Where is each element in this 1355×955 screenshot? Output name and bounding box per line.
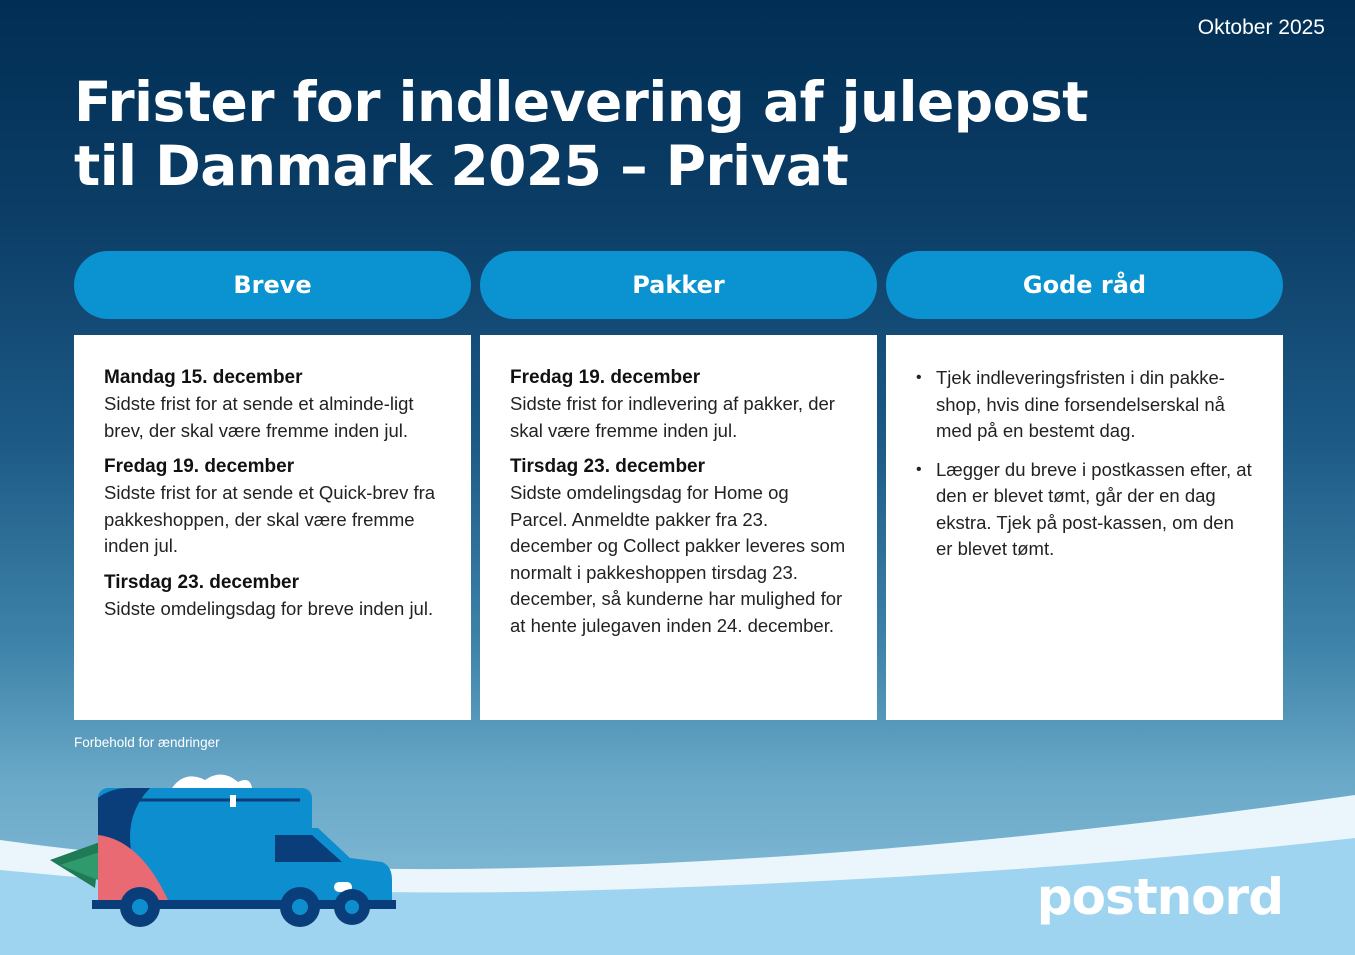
deadline-description: Sidste frist for at sende et Quick-brev fra pakkeshoppen, der skal være fremme inden jul. xyxy=(104,482,436,556)
tip-item: • Tjek indleveringsfristen i din pakke-shop, hvis dine forsendelserskal nå med på en bestemt dag. xyxy=(916,365,1255,445)
deadline-date: Mandag 15. december xyxy=(104,367,303,388)
tip-item: • Lægger du breve i postkassen efter, at den er blevet tømt, går der en dag ekstra. Tjek på post-kassen, om den er blevet tømt. xyxy=(916,457,1255,563)
deadline-date: Tirsdag 23. december xyxy=(104,571,300,593)
column-header-breve xyxy=(74,251,471,319)
column-header-label: Breve xyxy=(233,271,312,299)
date-label: Oktober 2025 xyxy=(1197,16,1325,39)
column-header-label: Pakker xyxy=(632,271,725,299)
page-title xyxy=(74,70,1088,198)
breve-card xyxy=(74,335,471,720)
disclaimer: Forbehold for ændringer xyxy=(74,735,220,750)
deadline-entry xyxy=(510,454,849,639)
title-line-2: til Danmark 2025 – Privat xyxy=(74,134,849,198)
deadline-description: Sidste omdelingsdag for breve inden jul. xyxy=(104,597,434,619)
deadline-description: Sidste frist for at sende et alminde-ligt brev, der skal være fremme inden jul. xyxy=(104,393,414,441)
column-header-pakker xyxy=(480,251,877,319)
gode-raad-card xyxy=(886,335,1283,720)
postnord-logo: postnord xyxy=(1036,868,1283,926)
deadline-date: Fredag 19. december xyxy=(510,367,701,388)
tips-list xyxy=(916,365,1255,563)
deadline-entry xyxy=(104,570,443,623)
column-header-label: Gode råd xyxy=(1022,271,1147,299)
deadline-date: Tirsdag 23. december xyxy=(510,456,706,477)
title-line-1: Frister for indlevering af julepost xyxy=(74,70,1088,134)
deadline-entry xyxy=(510,365,849,444)
deadline-entry xyxy=(104,454,443,560)
deadline-description: Sidste frist for indlevering af pakker, der skal være fremme inden jul. xyxy=(510,393,835,441)
deadline-entry xyxy=(104,365,443,444)
delivery-truck-icon xyxy=(92,774,396,927)
pakker-card xyxy=(480,335,877,720)
deadline-date: Fredag 19. december xyxy=(104,456,295,477)
column-header-gode-raad xyxy=(886,251,1283,319)
deadline-description: Sidste omdelingsdag for Home og Parcel. Anmeldte pakker fra 23. december og Collect pakker leveres som normalt i pakkeshoppen tirsdag 23. december, så kunderne har mulighed for at hente julegaven inden 24. december. xyxy=(510,482,846,636)
